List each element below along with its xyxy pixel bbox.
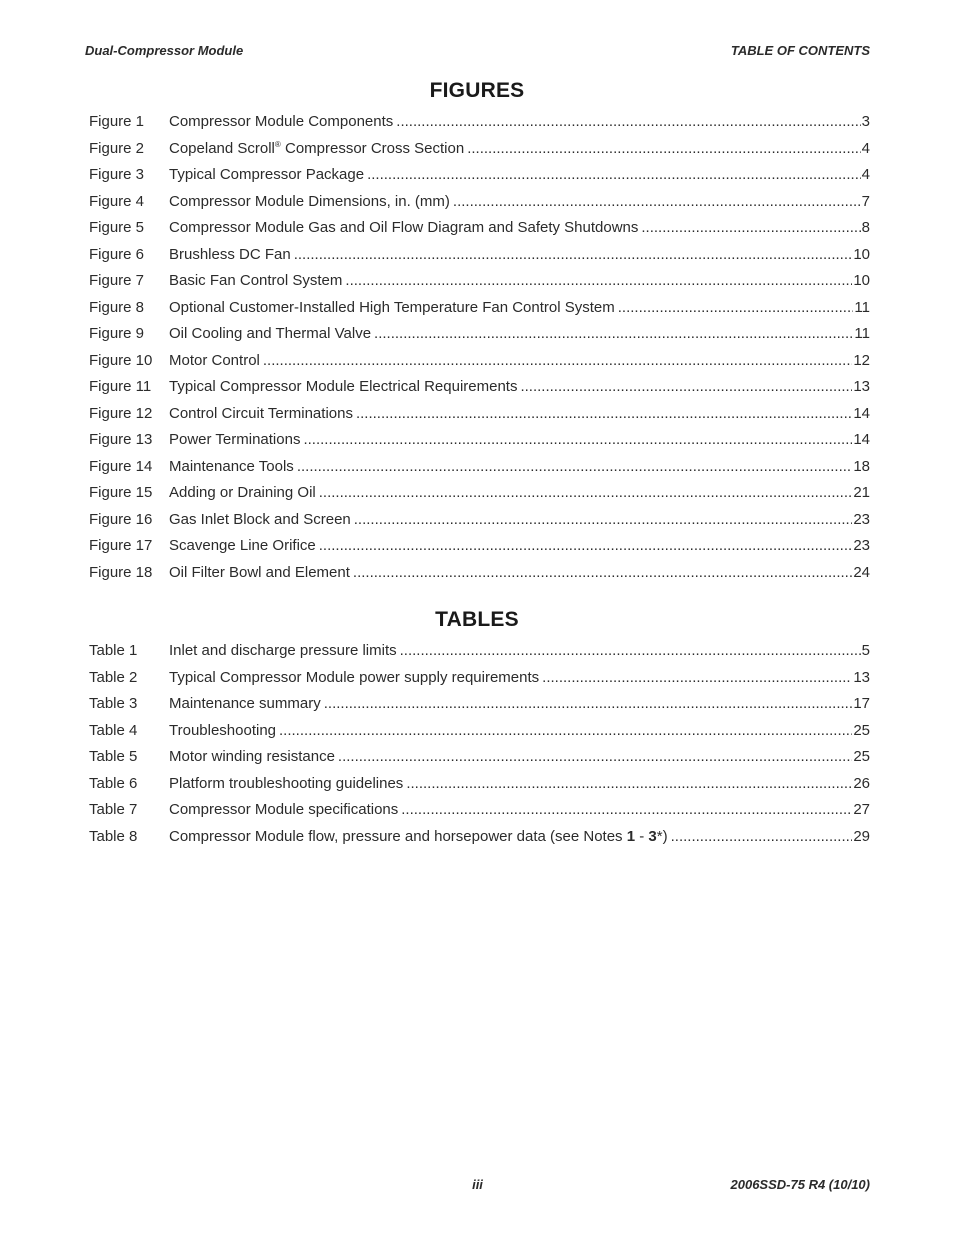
toc-entry-page: 11 [854, 325, 870, 342]
toc-entry-page: 29 [853, 827, 870, 845]
toc-entry-label: Figure 12 [89, 404, 153, 422]
toc-entry-title: Typical Compressor Package [169, 166, 365, 183]
toc-dot-leader [396, 112, 860, 131]
toc-entry-page: 14 [853, 431, 870, 448]
toc-entry-figure-2[interactable] [89, 139, 870, 166]
toc-entry-title: Compressor Module specifications [169, 801, 399, 818]
toc-entry-title: Control Circuit Terminations [169, 404, 353, 422]
toc-entry-title: Optional Customer-Installed High Temperature Fan Control System [169, 298, 615, 316]
toc-entry-title: Compressor Module Dimensions, in. (mm) [169, 192, 450, 210]
toc-dot-leader [319, 483, 853, 502]
toc-title-part: Compressor Module flow, pressure and horsepower data (see Notes [169, 827, 627, 845]
toc-entry-label: Table 4 [89, 721, 138, 739]
toc-entry-title: Motor winding resistance [169, 748, 335, 765]
toc-entry-page: 17 [853, 695, 870, 712]
toc-entry-title: Compressor Module Gas and Oil Flow Diagram and Safety Shutdowns [169, 219, 639, 236]
toc-entry-figure-10[interactable] [89, 351, 870, 378]
toc-dot-leader [263, 351, 852, 370]
toc-entry-page: 11 [854, 298, 870, 316]
toc-dot-leader [400, 641, 861, 660]
toc-entry-label: Figure 13 [89, 431, 153, 448]
toc-entry-table-7[interactable] [89, 800, 870, 827]
toc-entry-page: 23 [853, 537, 870, 554]
toc-entry-figure-8[interactable] [89, 298, 870, 325]
toc-dot-leader [467, 139, 860, 158]
toc-entry-title: Compressor Module Components [169, 113, 394, 130]
toc-dot-leader [303, 430, 852, 449]
toc-entry-label: Figure 6 [89, 245, 145, 263]
toc-entry-figure-17[interactable] [89, 536, 870, 563]
toc-dot-leader [520, 377, 852, 396]
toc-entry-page: 27 [853, 801, 870, 818]
toc-dot-leader [297, 457, 853, 476]
toc-entry-label: Figure 9 [89, 325, 145, 342]
toc-entry-page: 13 [853, 378, 870, 395]
toc-entry-title: Typical Compressor Module Electrical Requirements [169, 378, 518, 395]
running-header [85, 43, 870, 59]
toc-entry-title: Oil Filter Bowl and Element [169, 563, 350, 581]
toc-entry-title: Brushless DC Fan [169, 245, 291, 263]
toc-dot-leader [641, 218, 860, 237]
toc-entry-title: Platform troubleshooting guidelines [169, 774, 404, 792]
toc-entry-page: 18 [853, 457, 870, 475]
toc-entry-figure-13[interactable] [89, 430, 870, 457]
toc-entry-figure-1[interactable] [89, 112, 870, 139]
toc-entry-label: Figure 15 [89, 484, 153, 501]
toc-entry-label: Figure 4 [89, 192, 145, 210]
toc-entry-figure-3[interactable] [89, 165, 870, 192]
toc-entry-page: 5 [861, 642, 870, 659]
toc-title-part: *) [656, 827, 668, 845]
toc-entry-label: Figure 2 [89, 139, 145, 157]
toc-entry-label: Figure 11 [89, 378, 152, 395]
note-reference-end: 3 [648, 827, 657, 845]
toc-entry-title: Power Terminations [169, 431, 301, 448]
toc-entry-page: 14 [853, 404, 870, 422]
note-reference-start: 1 [626, 827, 636, 845]
toc-entry-label: Figure 18 [89, 563, 153, 581]
toc-entry-label: Figure 1 [89, 113, 145, 130]
tables-list [89, 641, 870, 853]
toc-entry-page: 26 [853, 774, 870, 792]
toc-entry-label: Figure 16 [89, 510, 153, 528]
toc-entry-page: 3 [861, 113, 870, 130]
toc-entry-title: Maintenance Tools [169, 457, 294, 475]
toc-entry-label: Figure 5 [89, 219, 145, 236]
toc-dot-leader [294, 245, 853, 264]
toc-dot-leader [356, 404, 852, 423]
toc-dot-leader [279, 721, 852, 740]
toc-entry-page: 4 [861, 166, 870, 183]
toc-entry-figure-5[interactable] [89, 218, 870, 245]
toc-entry-page: 24 [853, 563, 870, 581]
toc-entry-figure-4[interactable] [89, 192, 870, 219]
toc-entry-title: Typical Compressor Module power supply requirements [169, 668, 540, 686]
toc-entry-label: Table 2 [89, 668, 138, 686]
toc-entry-page: 23 [853, 510, 870, 528]
toc-entry-table-1[interactable] [89, 641, 870, 668]
toc-dot-leader [354, 510, 853, 529]
toc-entry-title: Basic Fan Control System [169, 272, 343, 289]
figures-heading: FIGURES [429, 79, 525, 102]
registered-mark: ® [274, 139, 281, 149]
toc-entry-title: Inlet and discharge pressure limits [169, 642, 397, 659]
toc-dot-leader [406, 774, 852, 793]
toc-entry-label: Table 8 [89, 827, 138, 845]
toc-entry-page: 12 [853, 351, 870, 369]
footer-document-id: 2006SSD-75 R4 (10/10) [730, 1177, 870, 1192]
toc-entry-label: Table 7 [89, 801, 138, 818]
toc-entry-figure-7[interactable] [89, 271, 870, 298]
toc-dot-leader [353, 563, 852, 582]
toc-entry-figure-16[interactable] [89, 510, 870, 537]
tables-heading: TABLES [435, 608, 519, 631]
toc-title-part: Copeland Scroll [169, 139, 275, 157]
toc-entry-label: Figure 14 [89, 457, 153, 475]
toc-entry-label: Figure 10 [89, 351, 153, 369]
toc-entry-figure-9[interactable] [89, 324, 870, 351]
footer-page-number: iii [472, 1177, 483, 1192]
toc-dot-leader [671, 827, 853, 846]
toc-dot-leader [324, 694, 853, 713]
toc-entry-table-4[interactable] [89, 721, 870, 748]
toc-entry-figure-11[interactable] [89, 377, 870, 404]
toc-entry-label: Table 1 [89, 642, 138, 659]
toc-dot-leader [542, 668, 852, 687]
toc-entry-figure-14[interactable] [89, 457, 870, 484]
toc-entry-page: 10 [853, 272, 870, 289]
toc-dot-leader [618, 298, 854, 317]
toc-entry-title: Gas Inlet Block and Screen [169, 510, 351, 528]
toc-entry-title: Scavenge Line Orifice [169, 537, 316, 554]
toc-entry-title: Oil Cooling and Thermal Valve [169, 325, 372, 342]
toc-entry-figure-12[interactable] [89, 404, 870, 431]
toc-dot-leader [319, 536, 853, 555]
toc-entry-title: Troubleshooting [169, 721, 277, 739]
toc-entry-table-5[interactable] [89, 747, 870, 774]
toc-entry-page: 25 [853, 748, 870, 765]
toc-entry-label: Table 3 [89, 695, 138, 712]
toc-entry-label: Table 6 [89, 774, 138, 792]
toc-dot-leader [401, 800, 852, 819]
toc-entry-title [169, 827, 671, 846]
toc-entry-table-2[interactable] [89, 668, 870, 695]
toc-entry-label: Table 5 [89, 748, 138, 765]
toc-entry-page: 21 [853, 484, 870, 501]
header-section-title: TABLE OF CONTENTS [730, 43, 870, 58]
toc-entry-figure-6[interactable] [89, 245, 870, 272]
header-document-title: Dual-Compressor Module [85, 43, 244, 58]
toc-entry-title: Maintenance summary [169, 695, 321, 712]
toc-entry-page: 4 [861, 139, 870, 157]
toc-entry-figure-18[interactable] [89, 563, 870, 590]
toc-dot-leader [345, 271, 852, 290]
toc-entry-page: 13 [853, 668, 870, 686]
toc-dot-leader [453, 192, 861, 211]
toc-entry-page: 7 [861, 192, 870, 210]
toc-dot-leader [374, 324, 853, 343]
toc-entry-label: Figure 7 [89, 272, 145, 289]
toc-entry-page: 25 [853, 721, 870, 739]
toc-entry-table-8[interactable] [89, 827, 870, 854]
toc-entry-title: Adding or Draining Oil [169, 484, 316, 501]
toc-entry-page: 8 [861, 219, 870, 236]
toc-title-part: Compressor Cross Section [280, 139, 465, 157]
toc-entry-label: Figure 3 [89, 166, 145, 183]
toc-entry-label: Figure 17 [89, 537, 153, 554]
running-footer [85, 1177, 870, 1193]
toc-title-part: - [635, 827, 649, 845]
toc-entry-page: 10 [853, 245, 870, 263]
toc-entry-table-3[interactable] [89, 694, 870, 721]
toc-entry-table-6[interactable] [89, 774, 870, 801]
toc-entry-title: Motor Control [169, 351, 260, 369]
figures-list [89, 112, 870, 589]
toc-dot-leader [367, 165, 861, 184]
toc-dot-leader [338, 747, 852, 766]
toc-entry-label: Figure 8 [89, 298, 145, 316]
toc-entry-title [169, 139, 467, 158]
toc-entry-figure-15[interactable] [89, 483, 870, 510]
